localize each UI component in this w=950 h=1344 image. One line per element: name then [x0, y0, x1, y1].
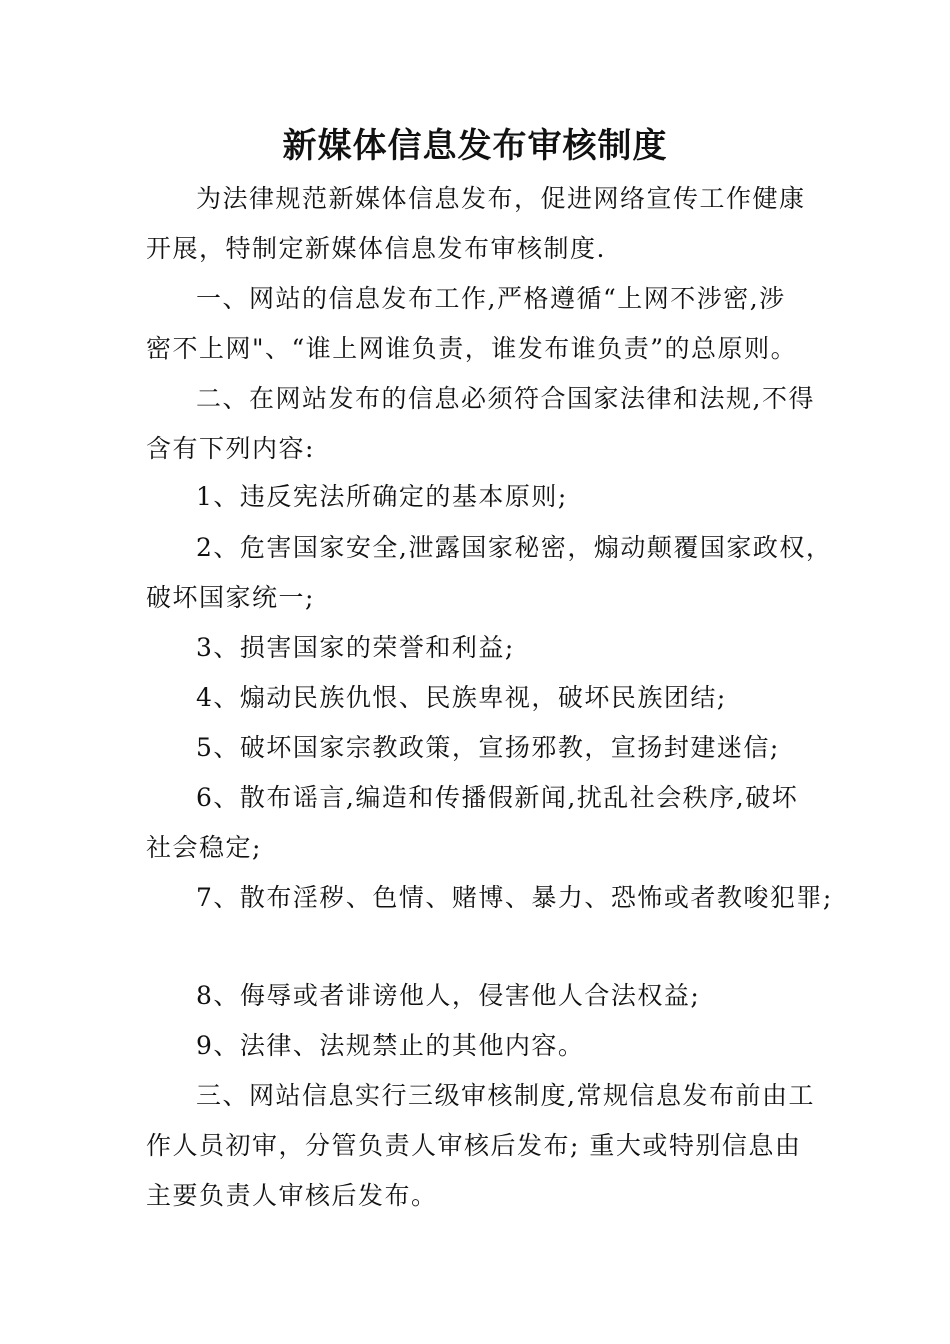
list-item-2-line-1: 2、危害国家安全,泄露国家秘密，煽动颠覆国家政权，	[196, 533, 833, 562]
list-item-6-line-1: 6、散布谣言,编造和传播假新闻,扰乱社会秩序,破坏	[196, 783, 799, 812]
list-item-2-line-2: 破坏国家统一;	[146, 583, 315, 612]
paragraph-intro-line-1: 为法律规范新媒体信息发布，促进网络宣传工作健康	[196, 184, 806, 213]
document-title: 新媒体信息发布审核制度	[282, 126, 668, 166]
section-1-line-2: 密不上网"、“谁上网谁负责，谁发布谁负责”的总原则。	[146, 334, 798, 363]
section-3-line-1: 三、网站信息实行三级审核制度,常规信息发布前由工	[196, 1081, 815, 1110]
section-2-line-2: 含有下列内容:	[146, 434, 315, 463]
list-item-5: 5、破坏国家宗教政策，宣扬邪教，宣扬封建迷信;	[196, 733, 780, 762]
list-item-7: 7、散布淫秽、色情、赌博、暴力、恐怖或者教唆犯罪;	[196, 883, 833, 912]
list-item-6-line-2: 社会稳定;	[146, 833, 262, 862]
list-item-3: 3、损害国家的荣誉和利益;	[196, 633, 515, 662]
section-1-line-1: 一、网站的信息发布工作,严格遵循“上网不涉密,涉	[196, 284, 786, 313]
list-item-9: 9、法律、法规禁止的其他内容。	[196, 1031, 585, 1060]
list-item-4: 4、煽动民族仇恨、民族卑视，破坏民族团结;	[196, 683, 727, 712]
list-item-1: 1、违反宪法所确定的基本原则;	[196, 482, 568, 511]
section-3-line-2: 作人员初审，分管负责人审核后发布; 重大或特别信息由	[146, 1131, 802, 1160]
list-item-8: 8、侮辱或者诽谤他人，侵害他人合法权益;	[196, 981, 701, 1010]
section-3-line-3: 主要负责人审核后发布。	[146, 1181, 438, 1210]
paragraph-intro-line-2: 开展，特制定新媒体信息发布审核制度.	[146, 234, 606, 263]
section-2-line-1: 二、在网站发布的信息必须符合国家法律和法规,不得	[196, 384, 815, 413]
